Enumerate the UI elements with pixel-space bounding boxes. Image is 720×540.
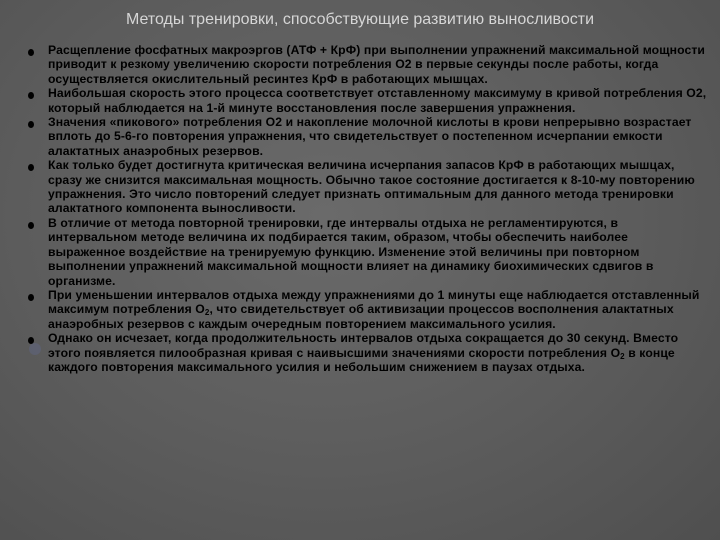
- bullet-text-part: в конце каждого повторения максимального усилия и небольшим снижением в паузах отдыха.: [48, 345, 675, 374]
- bullet-text: Наибольшая скорость этого процесса соответствует отставленному максимуму в кривой потребления О2, который наблюдается на 1-й минуте восстановления после завершения упражнения.: [48, 86, 707, 115]
- bullet-text-part: , что свидетельствует об активизации процессов восполнения алактатных анаэробных резервов с каждым очередным повторением максимального усилия.: [48, 302, 674, 331]
- bullet-item: [28, 288, 708, 331]
- bullet-item: [28, 43, 708, 86]
- bullet-item: [28, 216, 708, 288]
- bullet-dot-icon: [28, 164, 34, 171]
- bullet-text: [48, 288, 708, 331]
- bullet-text: Расщепление фосфатных макроэргов (АТФ + КрФ) при выполнении упражнений максимальной мощности приводит к резкому увеличению скорости потребления О2 в первые секунды после работы, когда осуществляется окислительный ресинтез КрФ в работающих мышцах.: [48, 43, 705, 86]
- bullet-dot-icon: [28, 294, 34, 301]
- subscript-2: 2: [204, 308, 210, 318]
- bullet-text: Как только будет достигнута критическая величина исчерпания запасов КрФ в работающих мышцах, сразу же снизится максимальная мощность. Обычно такое состояние достигается к 8-10-му повторению упражнения. Это число повторений следует признать оптимальным для данного метода тренировки алактатного компонента выносливости.: [48, 158, 695, 216]
- bullet-dot-icon: [28, 222, 34, 229]
- bullet-text: Значения «пикового» потребления О2 и накопление молочной кислоты в крови непрерывно возрастает вплоть до 5-6-го повторения упражнения, что свидетельствует о постепенном исчерпании емкости алактатных анаэробных резервов.: [48, 115, 692, 158]
- bullet-item: [28, 115, 708, 158]
- bullet-item: [28, 158, 708, 216]
- bullet-dot-icon: [28, 337, 34, 344]
- bullet-text-part: Однако он исчезает, когда продолжительность интервалов отдыха сокращается до 30 секунд. Вместо этого появляется пилообразная кривая с наивысшими значениями скорости потребления О: [48, 331, 679, 360]
- bullet-list: [28, 43, 708, 374]
- bullet-text-part: При уменьшении интервалов отдыха между упражнениями до 1 минуты еще наблюдается отставленный максимум потребления О: [48, 287, 700, 317]
- bullet-dot-icon: [28, 49, 34, 56]
- bullet-dot-icon: [28, 92, 34, 99]
- bullet-text: [48, 331, 708, 374]
- slide-title: Методы тренировки, способствующие развитию выносливости: [125, 11, 594, 28]
- subscript-2: 2: [620, 351, 625, 361]
- bullet-text: В отличие от метода повторной тренировки, где интервалы отдыха не регламентируются, в интервальном методе величина их подбирается таким, образом, чтобы обеспечить наиболее выраженное воздействие на тренируемую функцию. Изменение этой величины при повторном выполнении упражнений максимальной мощности влияет на динамику биохимических сдвигов в организме.: [48, 215, 654, 288]
- bullet-item: [28, 86, 708, 115]
- bullet-dot-icon: [28, 121, 34, 128]
- bullet-item: [28, 331, 708, 374]
